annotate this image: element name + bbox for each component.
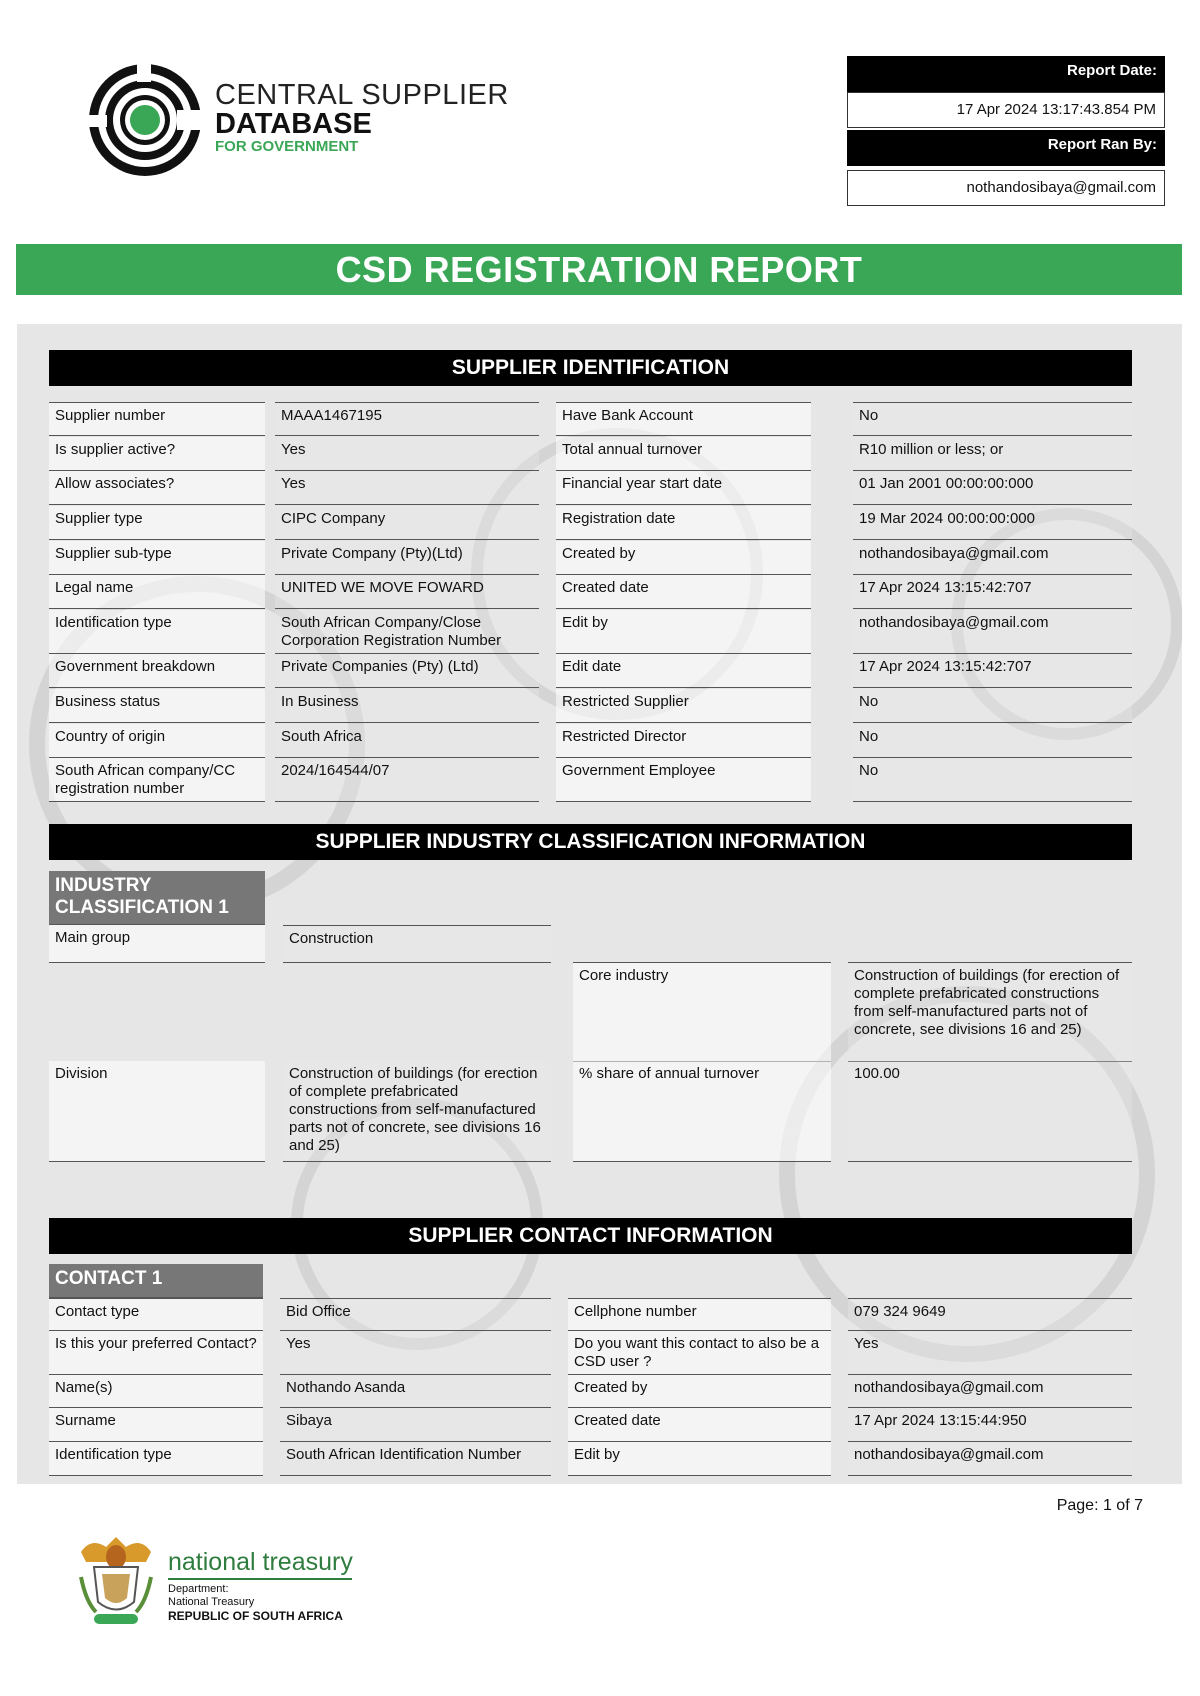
contact-left-value: Nothando Asanda xyxy=(280,1375,551,1408)
contact-right-label: Created by xyxy=(568,1375,831,1408)
report-date-header xyxy=(847,56,1165,92)
national-treasury-title: national treasury xyxy=(168,1548,353,1576)
identification-left-value: Private Companies (Pty) (Ltd) xyxy=(275,654,539,688)
identification-left-label: Supplier number xyxy=(49,402,265,436)
footer-country: REPUBLIC OF SOUTH AFRICA xyxy=(168,1609,343,1623)
turnover-share-label: % share of annual turnover xyxy=(573,1061,831,1162)
report-date-box xyxy=(847,92,1165,128)
national-treasury-logo xyxy=(168,1548,353,1623)
core-industry-value: Construction of buildings (for erection of complete prefabricated constructions from self-manufactured parts not of concrete, see divisions 16 and 25) xyxy=(848,962,1132,1062)
identification-right-value: No xyxy=(853,724,1132,758)
contact-right-value: nothandosibaya@gmail.com xyxy=(848,1375,1132,1408)
footer-divider xyxy=(168,1578,352,1580)
footer-department-label: Department: xyxy=(168,1583,229,1595)
identification-left-value: In Business xyxy=(275,689,539,723)
identification-right-value: 17 Apr 2024 13:15:42:707 xyxy=(853,654,1132,688)
identification-right-value: No xyxy=(853,758,1132,802)
contact-1-subheading: CONTACT 1 xyxy=(49,1264,263,1298)
identification-right-value: 01 Jan 2001 00:00:00:000 xyxy=(853,471,1132,505)
identification-right-label: Total annual turnover xyxy=(556,437,811,471)
logo-line-1: CENTRAL SUPPLIER xyxy=(215,79,509,111)
report-date-value: 17 Apr 2024 13:17:43.854 PM xyxy=(847,92,1165,128)
identification-left-label: Is supplier active? xyxy=(49,437,265,471)
contact-left-label: Identification type xyxy=(49,1442,263,1476)
identification-right-value: nothandosibaya@gmail.com xyxy=(853,610,1132,654)
contact-information-heading: SUPPLIER CONTACT INFORMATION xyxy=(49,1218,1132,1254)
coat-of-arms-logo xyxy=(76,1532,156,1632)
contact-left-label: Contact type xyxy=(49,1298,263,1331)
contact-right-label: Edit by xyxy=(568,1442,831,1476)
identification-left-value: Yes xyxy=(275,437,539,471)
identification-left-value: UNITED WE MOVE FOWARD xyxy=(275,575,539,609)
csd-emblem-icon xyxy=(85,60,205,180)
identification-left-value: CIPC Company xyxy=(275,506,539,540)
report-ran-by-header xyxy=(847,130,1165,166)
footer-department-name: National Treasury xyxy=(168,1596,255,1608)
division-label: Division xyxy=(49,1061,265,1162)
report-date-label: Report Date: xyxy=(847,56,1165,92)
identification-right-label: Edit date xyxy=(556,654,811,688)
identification-right-label: Government Employee xyxy=(556,758,811,802)
contact-left-value: Sibaya xyxy=(280,1408,551,1442)
industry-classification-heading: SUPPLIER INDUSTRY CLASSIFICATION INFORMATION xyxy=(49,824,1132,860)
identification-right-value: R10 million or less; or xyxy=(853,437,1132,471)
identification-left-label: Country of origin xyxy=(49,724,265,758)
identification-left-label: Supplier type xyxy=(49,506,265,540)
identification-left-value: Private Company (Pty)(Ltd) xyxy=(275,541,539,575)
contact-left-label: Surname xyxy=(49,1408,263,1442)
logo-line-3: FOR GOVERNMENT xyxy=(215,138,359,155)
identification-right-label: Created date xyxy=(556,575,811,609)
identification-left-value: MAAA1467195 xyxy=(275,402,539,436)
industry-classification-1-subheading: INDUSTRY CLASSIFICATION 1 xyxy=(49,871,265,925)
main-group-value: Construction xyxy=(283,925,551,963)
main-group-label: Main group xyxy=(49,925,265,963)
identification-left-label: Allow associates? xyxy=(49,471,265,505)
identification-right-label: Restricted Supplier xyxy=(556,689,811,723)
identification-right-label: Financial year start date xyxy=(556,471,811,505)
identification-right-value: No xyxy=(853,402,1132,436)
contact-right-value: 17 Apr 2024 13:15:44:950 xyxy=(848,1408,1132,1442)
contact-left-value: Bid Office xyxy=(280,1298,551,1331)
identification-right-label: Registration date xyxy=(556,506,811,540)
identification-right-value: nothandosibaya@gmail.com xyxy=(853,541,1132,575)
report-ran-by-box xyxy=(847,170,1165,206)
identification-left-value: 2024/164544/07 xyxy=(275,758,539,802)
identification-right-label: Restricted Director xyxy=(556,724,811,758)
contact-right-value: Yes xyxy=(848,1331,1132,1375)
identification-right-value: 17 Apr 2024 13:15:42:707 xyxy=(853,575,1132,609)
supplier-identification-heading: SUPPLIER IDENTIFICATION xyxy=(49,350,1132,386)
page-number: Page: 1 of 7 xyxy=(1056,1497,1143,1514)
identification-right-value: No xyxy=(853,689,1132,723)
turnover-share-value: 100.00 xyxy=(848,1061,1132,1162)
identification-right-value: 19 Mar 2024 00:00:00:000 xyxy=(853,506,1132,540)
csd-logo-text xyxy=(215,80,509,156)
contact-right-label: Cellphone number xyxy=(568,1298,831,1331)
division-value: Construction of buildings (for erection of complete prefabricated constructions from self-manufactured parts not of concrete, see divisions 16 and 25) xyxy=(283,1061,551,1162)
identification-left-value: Yes xyxy=(275,471,539,505)
identification-right-label: Have Bank Account xyxy=(556,402,811,436)
identification-left-value: South African Company/Close Corporation Registration Number xyxy=(275,610,539,654)
logo-line-2: DATABASE xyxy=(215,108,372,140)
coat-of-arms-icon xyxy=(76,1532,156,1632)
identification-left-label: Legal name xyxy=(49,575,265,609)
identification-left-label: Government breakdown xyxy=(49,654,265,688)
report-ran-by-label: Report Ran By: xyxy=(847,130,1165,166)
contact-left-label: Name(s) xyxy=(49,1375,263,1408)
identification-left-label: Identification type xyxy=(49,610,265,654)
contact-left-label: Is this your preferred Contact? xyxy=(49,1331,263,1375)
identification-left-label: Business status xyxy=(49,689,265,723)
report-title: CSD REGISTRATION REPORT xyxy=(16,244,1182,295)
identification-right-label: Edit by xyxy=(556,610,811,654)
core-industry-label: Core industry xyxy=(573,962,831,1062)
identification-left-value: South Africa xyxy=(275,724,539,758)
contact-right-label: Created date xyxy=(568,1408,831,1442)
identification-left-label: Supplier sub-type xyxy=(49,541,265,575)
report-ran-by-value: nothandosibaya@gmail.com xyxy=(847,170,1165,206)
contact-right-value: 079 324 9649 xyxy=(848,1298,1132,1331)
contact-left-value: South African Identification Number xyxy=(280,1442,551,1476)
identification-right-label: Created by xyxy=(556,541,811,575)
contact-right-value: nothandosibaya@gmail.com xyxy=(848,1442,1132,1476)
contact-right-label: Do you want this contact to also be a CSD user ? xyxy=(568,1331,831,1375)
contact-left-value: Yes xyxy=(280,1331,551,1375)
identification-left-label: South African company/CC registration number xyxy=(49,758,265,802)
